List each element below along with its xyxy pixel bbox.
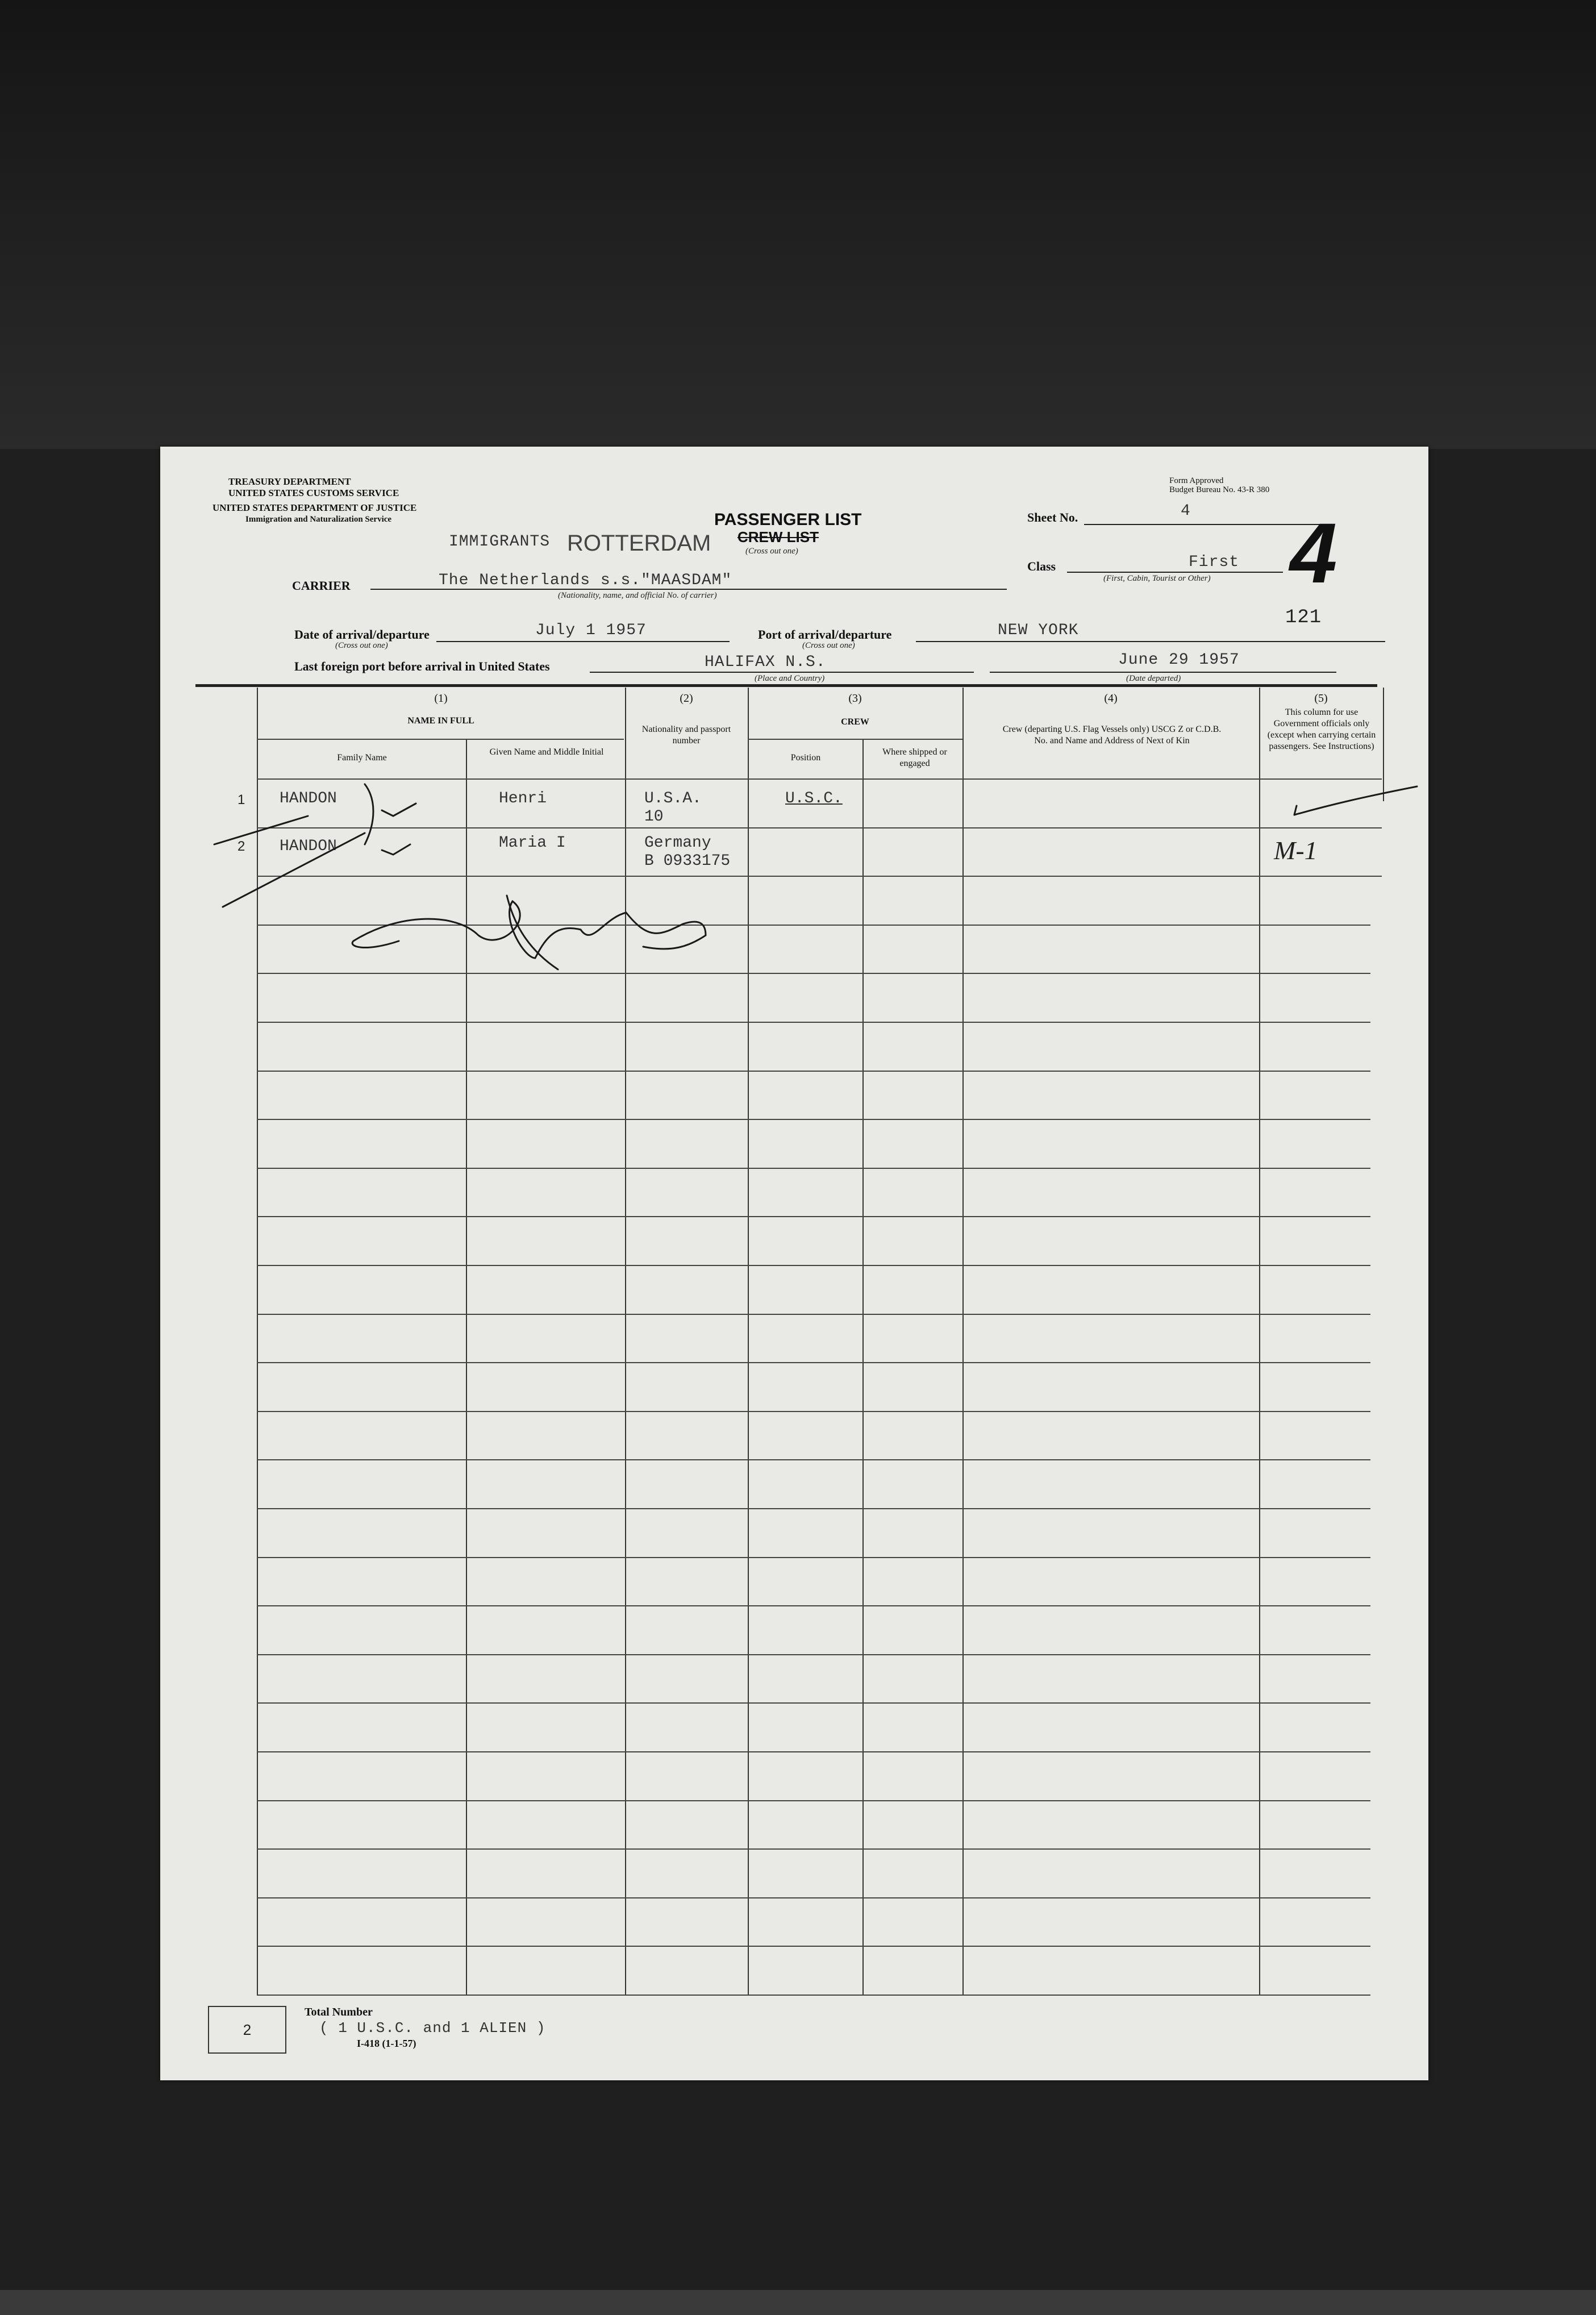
title-crew-list: CREW LIST — [737, 528, 819, 546]
row-rule — [257, 1654, 1370, 1655]
row-rule — [257, 1702, 1370, 1704]
last-port-caption: (Place and Country) — [755, 674, 825, 683]
date-value: July 1 1957 — [535, 622, 647, 639]
family-name-cell: HANDON — [280, 838, 337, 855]
class-caption: (First, Cabin, Tourist or Other) — [1103, 574, 1211, 583]
given-name-cell: Henri — [499, 790, 547, 807]
col3-title: CREW — [841, 717, 869, 727]
total-number-label: Total Number — [305, 2006, 373, 2018]
col2-title: Nationality and passport number — [641, 725, 731, 746]
carrier-label: CARRIER — [292, 578, 351, 593]
nationality-cell: Germany — [644, 834, 711, 852]
row-rule — [257, 1071, 1370, 1072]
row-rule — [257, 1265, 1370, 1266]
sheet-label: Sheet No. — [1027, 510, 1078, 524]
row-number: 1 — [237, 792, 245, 807]
immigrants-stamp: IMMIGRANTS — [449, 533, 551, 551]
count-value: 121 — [1285, 607, 1322, 628]
carrier-value: The Netherlands s.s."MAASDAM" — [439, 572, 732, 589]
col3a-position: Position — [790, 753, 821, 763]
row-rule — [257, 1362, 1370, 1363]
budget-bureau-no: Budget Bureau No. 43-R 380 — [1169, 485, 1270, 494]
dept-line-4: Immigration and Naturalization Service — [245, 515, 392, 524]
dept-line-2: UNITED STATES CUSTOMS SERVICE — [228, 488, 399, 498]
row-rule — [257, 1168, 1370, 1169]
total-number-value: 2 — [243, 2021, 252, 2038]
date-caption: (Cross out one) — [335, 641, 388, 650]
title-passenger-list: PASSENGER LIST — [714, 510, 862, 529]
sheet-number-handwritten: 4 — [1290, 505, 1337, 601]
family-name-cell: HANDON — [280, 790, 337, 807]
col1b-given-name: Given Name and Middle Initial — [489, 747, 604, 757]
col5-number: (5) — [1314, 692, 1328, 705]
col1a-family-name: Family Name — [337, 753, 387, 763]
port-value: NEW YORK — [998, 622, 1079, 639]
row-rule — [257, 1508, 1370, 1509]
date-label: Date of arrival/departure — [294, 627, 430, 642]
row-rule — [257, 1800, 1370, 1801]
manifest-sheet — [160, 447, 1428, 2080]
row-rule — [257, 1557, 1370, 1558]
title-cross-out: (Cross out one) — [745, 547, 798, 556]
row-rule — [257, 1897, 1370, 1898]
class-value: First — [1189, 553, 1240, 571]
form-number: I-418 (1-1-57) — [357, 2038, 416, 2049]
dept-line-3: UNITED STATES DEPARTMENT OF JUSTICE — [212, 502, 417, 513]
departed-caption: (Date departed) — [1126, 674, 1181, 683]
last-port-value: HALIFAX N.S. — [705, 653, 826, 671]
total-number-detail: ( 1 U.S.C. and 1 ALIEN ) — [319, 2020, 546, 2037]
passport-cell: B 0933175 — [644, 852, 731, 870]
row-rule — [257, 1995, 1370, 1996]
nationality-cell: U.S.A. — [644, 790, 702, 807]
col5-title: This column for use Government officials only (except when carrying certain passengers. See Instructions) — [1267, 707, 1376, 751]
row-rule — [257, 1216, 1370, 1217]
last-port-label: Last foreign port before arrival in United States — [294, 659, 550, 673]
passport-cell: 10 — [644, 808, 664, 826]
film-background — [0, 0, 1596, 449]
port-caption: (Cross out one) — [802, 641, 855, 650]
col4-number: (4) — [1104, 692, 1118, 705]
col4-title: Crew (departing U.S. Flag Vessels only) USCG Z or C.D.B. No. and Name and Address of Next of Kin — [1002, 725, 1222, 746]
total-number-box — [208, 2006, 286, 2054]
row-rule — [257, 1022, 1370, 1023]
row-rule — [257, 1848, 1370, 1850]
dept-line-1: TREASURY DEPARTMENT — [228, 476, 351, 487]
row-rule — [257, 1751, 1370, 1752]
government-mark-cell: M-1 — [1274, 836, 1318, 865]
given-name-cell: Maria I — [499, 834, 566, 852]
class-label: Class — [1027, 559, 1056, 573]
form-approved: Form Approved — [1169, 476, 1224, 485]
col3-number: (3) — [848, 692, 862, 705]
row-rule — [257, 1459, 1370, 1460]
col2-number: (2) — [680, 692, 693, 705]
col1-title: NAME IN FULL — [407, 716, 474, 726]
port-label: Port of arrival/departure — [758, 627, 892, 642]
handwritten-marks — [160, 447, 1428, 1015]
carrier-caption: (Nationality, name, and official No. of carrier) — [558, 591, 717, 600]
film-edge-strip — [0, 2290, 1596, 2315]
row-rule — [257, 1411, 1370, 1412]
departed-value: June 29 1957 — [1118, 651, 1240, 669]
row-rule — [257, 1314, 1370, 1315]
row-number: 2 — [237, 839, 245, 854]
row-rule — [257, 1605, 1370, 1606]
col3b-where-shipped: Where shipped or engaged — [882, 747, 947, 768]
row-rule — [257, 1119, 1370, 1120]
row-rule — [257, 1946, 1370, 1947]
rotterdam-stamp: ROTTERDAM — [567, 531, 711, 556]
sheet-value: 4 — [1181, 502, 1191, 520]
position-cell: U.S.C. — [785, 790, 843, 807]
col1-number: (1) — [434, 692, 448, 705]
